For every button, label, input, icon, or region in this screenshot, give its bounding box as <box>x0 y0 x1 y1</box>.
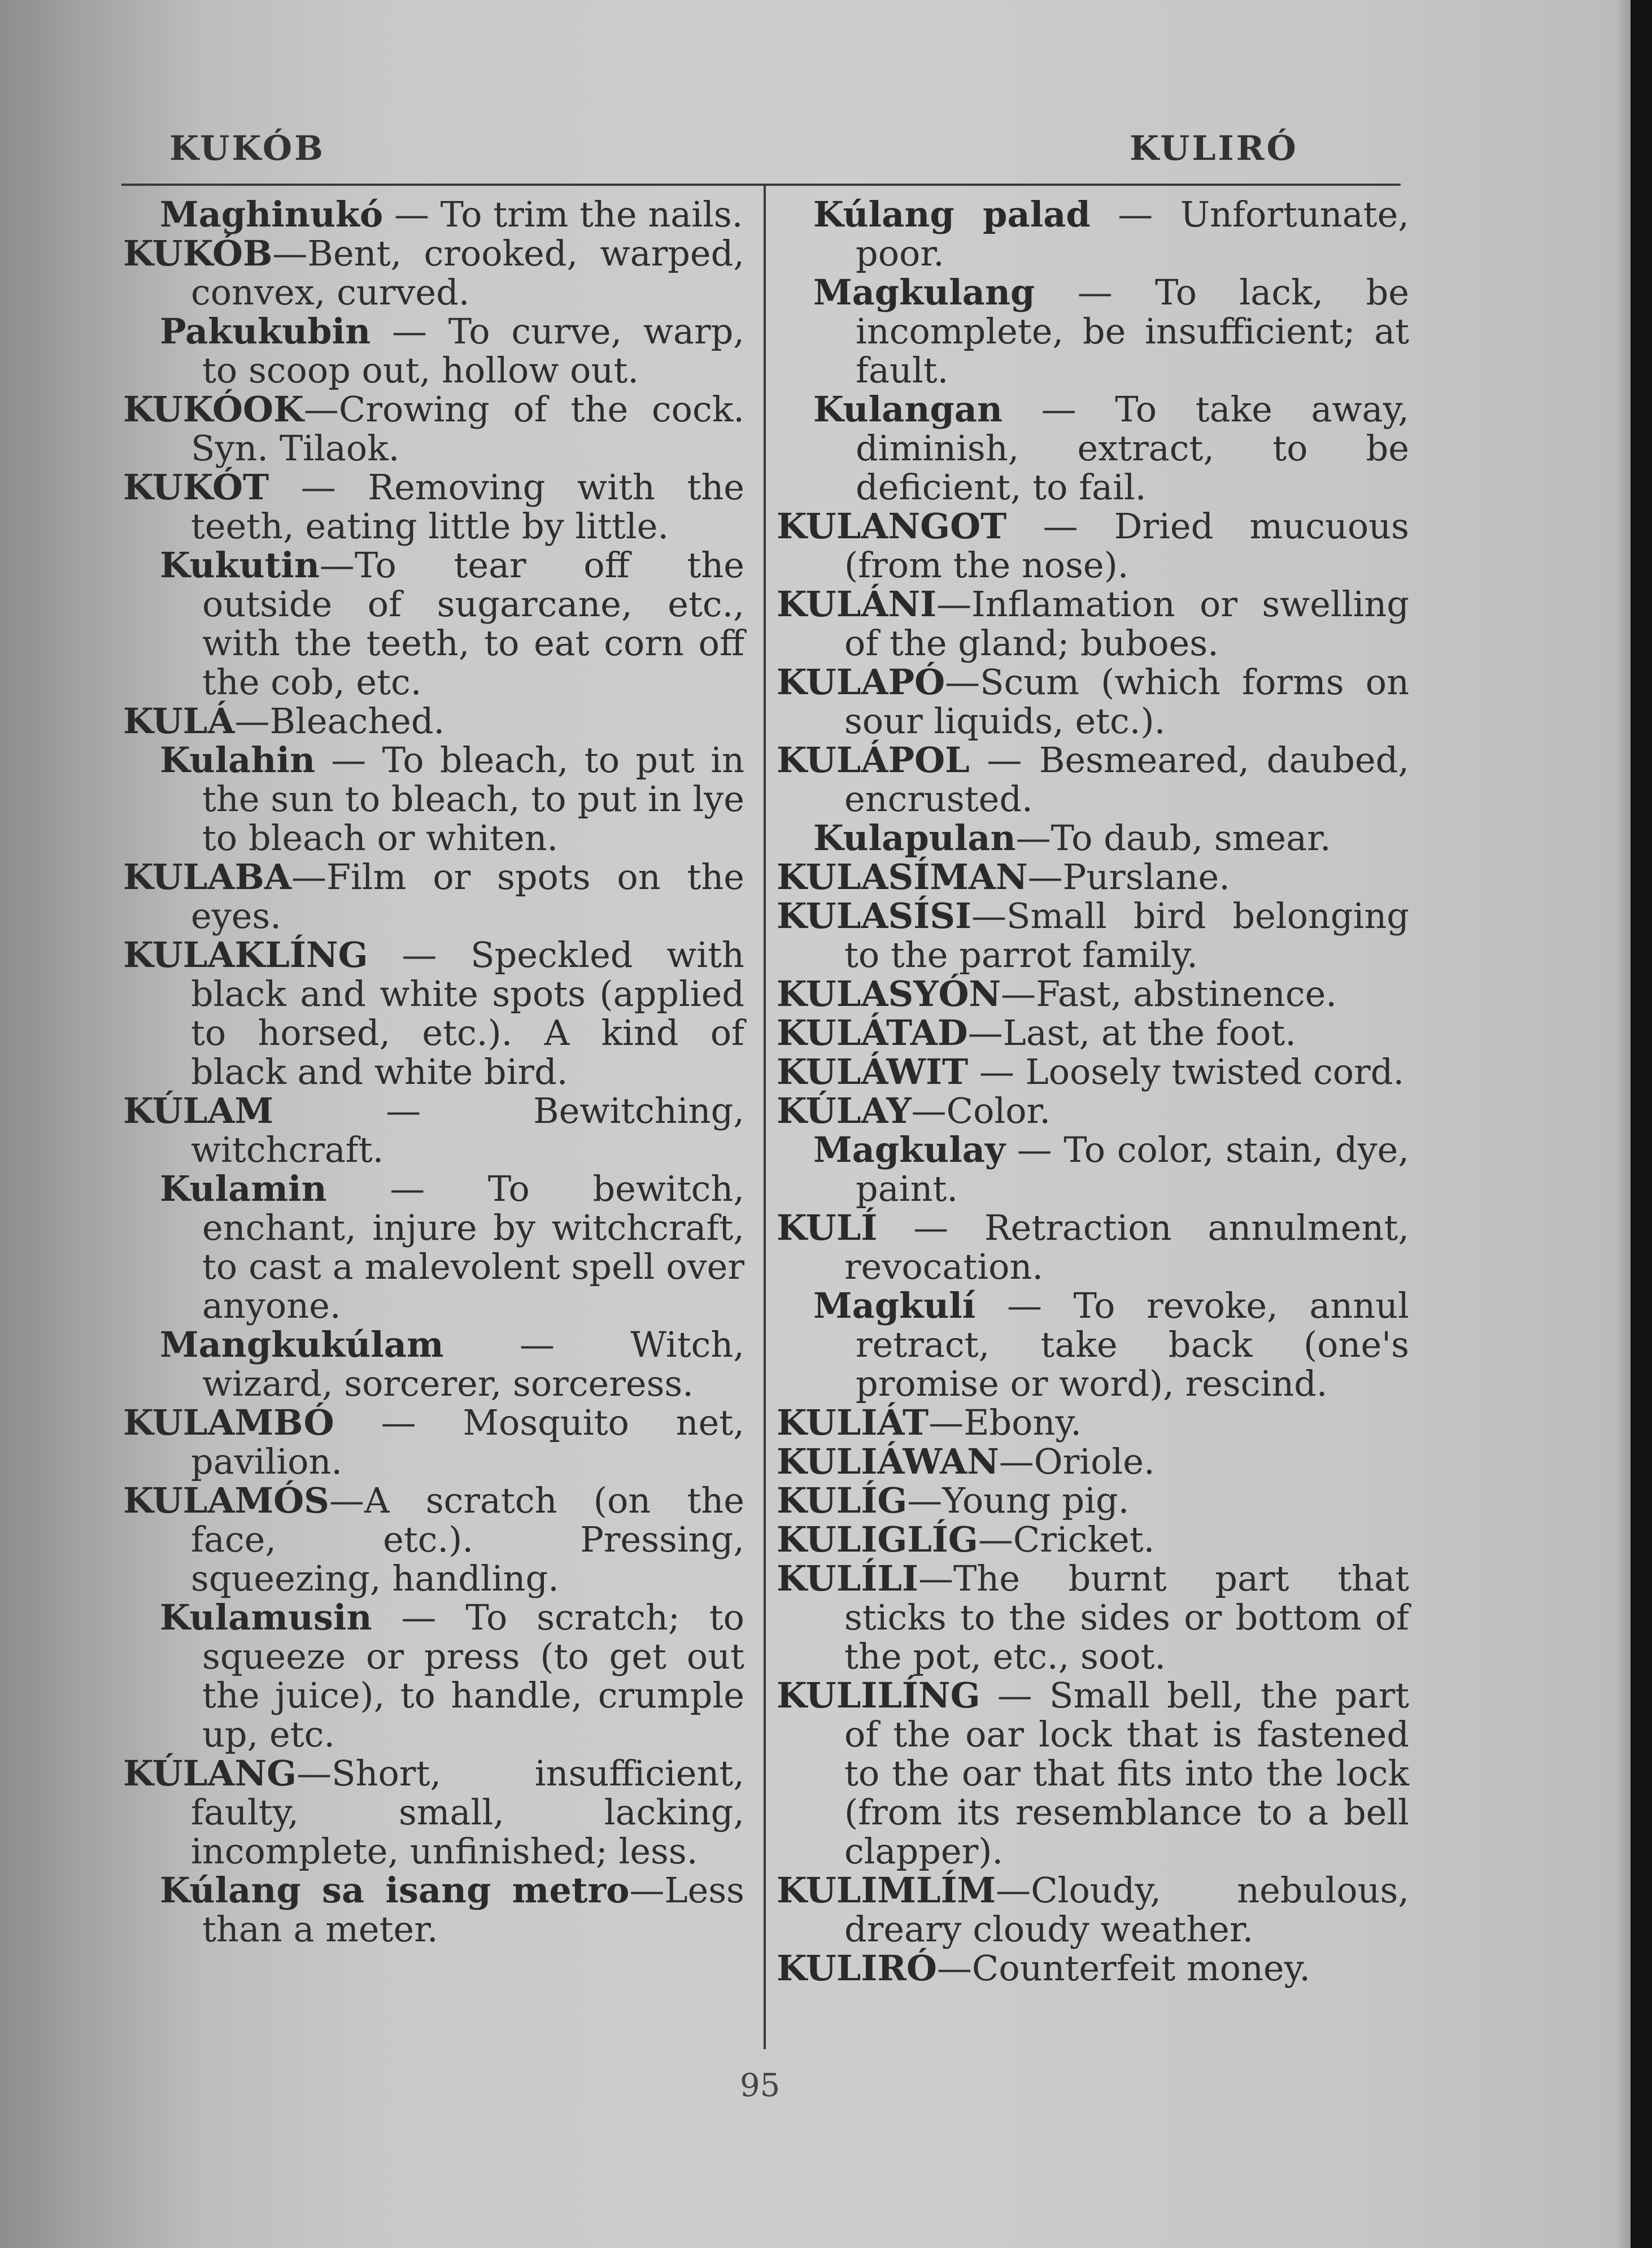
entry-headword: KUKÓB <box>123 233 273 274</box>
entry-headword: Kulamusin <box>160 1597 372 1638</box>
dictionary-entry <box>777 1403 1409 1442</box>
entry-definition: —Counterfeit money. <box>936 1948 1311 1989</box>
entry-headword: KULÁTAD <box>777 1012 968 1053</box>
entry-definition: — Small bell, the part of the oar lock that is fastened to the oar that fits into the lock (from its resemblance to a bell clapper). <box>844 1675 1409 1872</box>
header-rule <box>121 184 1401 186</box>
dictionary-entry <box>777 974 1409 1013</box>
entry-headword: Kúlang sa isang metro <box>160 1870 630 1911</box>
entry-definition: —Young pig. <box>907 1480 1130 1521</box>
entry-definition: —Scum (which forms on sour liquids, etc.). <box>844 661 1409 742</box>
entry-headword: Mangkukúlam <box>160 1324 444 1365</box>
entry-headword: KUKÓT <box>123 467 269 508</box>
entry-headword: Magkulang <box>813 272 1035 313</box>
entry-headword: KULIÁWAN <box>777 1441 999 1482</box>
entry-headword: Magkulí <box>813 1285 976 1326</box>
entry-definition: — To trim the nails. <box>383 194 743 235</box>
sub-entry <box>777 818 1409 857</box>
dictionary-entry <box>777 663 1409 740</box>
entry-headword: KULILÍNG <box>777 1675 980 1716</box>
sub-entry <box>123 1325 744 1403</box>
entry-definition: —To daub, smear. <box>1015 817 1331 859</box>
dictionary-entry <box>777 1208 1409 1286</box>
entry-definition: — Loosely twisted cord. <box>968 1051 1405 1092</box>
dictionary-entry <box>777 896 1409 974</box>
entry-definition: — To lack, be incomplete, be insufficient; at fault. <box>856 272 1409 391</box>
entry-headword: Kulamin <box>160 1168 327 1209</box>
entry-headword: Kulahin <box>160 739 316 781</box>
entry-headword: Pakukubin <box>160 311 371 352</box>
dictionary-entry <box>777 1676 1409 1871</box>
entry-definition: — To revoke, annul retract, take back (one's promise or word), rescind. <box>856 1285 1409 1404</box>
dictionary-entry <box>123 1091 744 1169</box>
dictionary-entry <box>777 1091 1409 1130</box>
dictionary-entry <box>777 1013 1409 1052</box>
entry-headword: KULIRÓ <box>777 1948 937 1989</box>
dictionary-entry <box>777 585 1409 663</box>
entry-headword: KULAKLÍNG <box>123 934 368 975</box>
entry-headword: KULAMÓS <box>123 1480 329 1521</box>
entry-definition: —Less than a meter. <box>202 1870 744 1950</box>
entry-headword: Kukutin <box>160 544 320 586</box>
entry-definition: —Cloudy, nebulous, dreary cloudy weather. <box>844 1870 1409 1950</box>
entry-definition: — Retraction annulment, revocation. <box>844 1207 1409 1287</box>
entry-definition: —Fast, abstinence. <box>1001 973 1337 1014</box>
entry-definition: — Unfortunate, poor. <box>856 194 1409 274</box>
dictionary-entry <box>777 740 1409 818</box>
entry-definition: — To bewitch, enchant, injure by witchcraft, to cast a malevolent spell over anyone. <box>202 1168 744 1326</box>
entry-definition: —Short, insufficient, faulty, small, lacking, incomplete, unfinished; less. <box>191 1753 744 1872</box>
entry-headword: KULÁWIT <box>777 1051 969 1092</box>
sub-entry <box>123 1598 744 1754</box>
entry-definition: —Color. <box>911 1090 1051 1131</box>
entry-headword: KULÁNI <box>777 583 937 625</box>
entry-definition: —Purslane. <box>1027 856 1230 898</box>
entry-definition: — Besmeared, daubed, encrusted. <box>844 739 1409 820</box>
entry-definition: —Bent, crooked, warped, convex, curved. <box>191 233 744 313</box>
dictionary-entry <box>123 468 744 546</box>
sub-entry <box>123 740 744 857</box>
dictionary-entry <box>777 1481 1409 1520</box>
running-head-left: KUKÓB <box>169 129 325 168</box>
dictionary-entry <box>123 702 744 740</box>
entry-definition: —Film or spots on the eyes. <box>191 856 744 936</box>
sub-entry <box>777 195 1409 273</box>
entry-headword: KULÁ <box>123 700 235 742</box>
entry-headword: KÚLANG <box>123 1753 297 1794</box>
entry-headword: KÚLAY <box>777 1090 912 1131</box>
sub-entry <box>777 390 1409 507</box>
entry-headword: KUKÓOK <box>123 389 304 430</box>
sub-entry <box>777 1286 1409 1403</box>
entry-headword: KULAMBÓ <box>123 1402 334 1443</box>
entry-headword: KULÍG <box>777 1480 908 1521</box>
entry-definition: —Last, at the foot. <box>967 1012 1297 1053</box>
entry-headword: KULÁPOL <box>777 739 970 781</box>
sub-entry <box>777 1130 1409 1208</box>
dictionary-entry <box>123 857 744 935</box>
dictionary-entry <box>777 1520 1409 1559</box>
entry-headword: KULASÍSI <box>777 895 971 936</box>
entry-headword: KULÍLI <box>777 1558 918 1599</box>
dictionary-entry <box>123 1754 744 1871</box>
sub-entry <box>123 1169 744 1325</box>
column-divider <box>764 185 766 2049</box>
book-spine <box>1631 0 1652 2248</box>
sub-entry <box>123 546 744 702</box>
page-number: 95 <box>740 2067 781 2104</box>
entry-headword: Magkulay <box>813 1129 1005 1170</box>
entry-definition: —A scratch (on the face, etc.). Pressing, squeezing, handling. <box>191 1480 744 1599</box>
entry-definition: —Inflamation or swelling of the gland; buboes. <box>844 583 1409 664</box>
dictionary-entry <box>777 1442 1409 1481</box>
dictionary-entry <box>777 507 1409 585</box>
dictionary-entry <box>777 1052 1409 1091</box>
entry-definition: —Oriole. <box>999 1441 1155 1482</box>
entry-definition: —To tear off the outside of sugarcane, etc., with the teeth, to eat corn off the cob, etc. <box>202 544 744 703</box>
entry-headword: KULIMLÍM <box>777 1870 996 1911</box>
entry-definition: — Bewitching, witchcraft. <box>191 1090 744 1170</box>
entry-definition: —Bleached. <box>234 700 445 742</box>
entry-definition: — To take away, diminish, extract, to be deficient, to fail. <box>856 389 1409 508</box>
entry-headword: KULASÍMAN <box>777 856 1028 898</box>
dictionary-entry <box>123 1481 744 1598</box>
entry-headword: KULANGOT <box>777 506 1007 547</box>
sub-entry <box>777 273 1409 390</box>
sub-entry <box>123 195 744 234</box>
entry-definition: — Mosquito net, pavilion. <box>191 1402 744 1482</box>
entry-headword: KULIGLÍG <box>777 1519 978 1560</box>
entry-definition: —Small bird belonging to the parrot family. <box>844 895 1409 975</box>
right-column <box>777 195 1409 1988</box>
entry-definition: — Speckled with black and white spots (applied to horsed, etc.). A kind of black and white bird. <box>191 934 744 1092</box>
entry-headword: Kúlang palad <box>813 194 1091 235</box>
dictionary-entry <box>777 1871 1409 1949</box>
sub-entry <box>123 1871 744 1949</box>
entry-definition: — Witch, wizard, sorcerer, sorceress. <box>202 1324 744 1404</box>
running-head-right: KULIRÓ <box>1130 129 1298 168</box>
entry-headword: Kulangan <box>813 389 1003 430</box>
entry-headword: KULIÁT <box>777 1402 929 1443</box>
dictionary-entry <box>777 1559 1409 1676</box>
dictionary-entry <box>777 1949 1409 1988</box>
entry-definition: — To bleach, to put in the sun to bleach, to put in lye to bleach or whiten. <box>202 739 744 859</box>
entry-definition: —The burnt part that sticks to the sides or bottom of the pot, etc., soot. <box>844 1558 1409 1677</box>
entry-definition: —Crowing of the cock. Syn. Tilaok. <box>191 389 744 469</box>
entry-definition: — Removing with the teeth, eating little by little. <box>191 467 744 547</box>
left-column <box>123 195 744 1949</box>
entry-headword: Maghinukó <box>160 194 383 235</box>
entry-definition: — To curve, warp, to scoop out, hollow out. <box>202 311 744 391</box>
entry-headword: KULÍ <box>777 1207 878 1248</box>
dictionary-entry <box>123 935 744 1091</box>
entry-definition: —Ebony. <box>929 1402 1082 1443</box>
entry-headword: KULABA <box>123 856 291 898</box>
dictionary-entry <box>123 390 744 468</box>
entry-definition: — To scratch; to squeeze or press (to get out the juice), to handle, crumple up, etc. <box>202 1597 744 1755</box>
dictionary-entry <box>777 857 1409 896</box>
entry-headword: Kulapulan <box>813 817 1016 859</box>
entry-definition: —Cricket. <box>978 1519 1155 1560</box>
entry-definition: — To color, stain, dye, paint. <box>856 1129 1409 1209</box>
entry-headword: KULASYÓN <box>777 973 1001 1014</box>
dictionary-entry <box>123 234 744 312</box>
entry-headword: KÚLAM <box>123 1090 274 1131</box>
entry-headword: KULAPÓ <box>777 661 945 703</box>
sub-entry <box>123 312 744 390</box>
entry-definition: — Dried mucuous (from the nose). <box>844 506 1409 586</box>
dictionary-entry <box>123 1403 744 1481</box>
